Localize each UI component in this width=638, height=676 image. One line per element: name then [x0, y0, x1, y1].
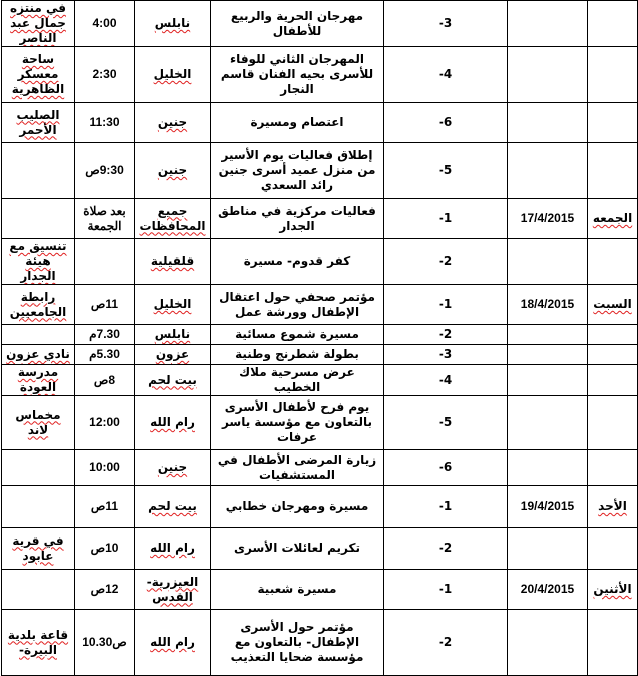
activity-cell-text: بطولة شطرنج وطنية	[235, 347, 359, 361]
note-cell-text: الصليب الأحمر	[16, 107, 60, 137]
city-cell-text: جنين	[157, 163, 188, 177]
date-cell	[508, 199, 588, 239]
city-cell	[135, 239, 211, 285]
item-number	[384, 143, 508, 199]
schedule-body	[2, 1, 638, 676]
activity-cell	[211, 570, 384, 610]
activity-cell	[211, 450, 384, 486]
date-cell	[508, 570, 588, 610]
activity-cell	[211, 325, 384, 345]
day-cell	[588, 239, 638, 285]
note-cell-text: ساحة معسكر الظاهرية	[11, 52, 65, 96]
activity-cell-text: فعاليات مركزية في مناطق الجدار	[218, 203, 376, 233]
city-cell-text: قلقيلية	[150, 254, 195, 268]
item-number	[384, 486, 508, 528]
city-cell	[135, 325, 211, 345]
city-cell	[135, 1, 211, 47]
item-number	[384, 365, 508, 396]
time-cell-text: 12ص	[90, 582, 119, 596]
day-cell	[588, 47, 638, 103]
note-cell-text: نادي عزون	[6, 347, 70, 361]
city-cell-text: نابلس	[154, 16, 191, 30]
date-cell	[508, 103, 588, 143]
city-cell	[135, 450, 211, 486]
city-cell-text: رام الله	[150, 635, 195, 649]
activity-cell-text: مؤتمر صحفي حول اعتقال الإطفال وورشة عمل	[219, 289, 375, 319]
time-cell	[75, 103, 135, 143]
note-cell	[2, 325, 75, 345]
item-number	[384, 1, 508, 47]
date-cell-text: 18/4/2015	[520, 297, 575, 311]
activity-cell	[211, 528, 384, 570]
table-row	[2, 143, 638, 199]
table-row	[2, 610, 638, 676]
city-cell	[135, 365, 211, 396]
date-cell	[508, 1, 588, 47]
activity-cell	[211, 365, 384, 396]
date-cell	[508, 528, 588, 570]
activity-cell-text: المهرجان الثاني للوفاء للأسرى بحيه الفنان قاسم النجار	[220, 52, 374, 96]
day-cell-text: السبت	[593, 297, 632, 311]
day-cell	[588, 450, 638, 486]
time-cell	[75, 528, 135, 570]
city-cell	[135, 528, 211, 570]
table-row	[2, 47, 638, 103]
day-cell	[588, 396, 638, 450]
activity-cell-text: زيارة المرضى الأطفال في المستشفيات	[217, 452, 377, 482]
city-cell	[135, 199, 211, 239]
city-cell-text: جميع المحافظات	[139, 203, 206, 233]
date-cell-text: 19/4/2015	[520, 499, 575, 513]
item-number-text: 2-	[438, 254, 453, 268]
table-row	[2, 365, 638, 396]
activity-cell	[211, 199, 384, 239]
time-cell-text: 10ص	[90, 541, 119, 555]
note-cell	[2, 486, 75, 528]
time-cell	[75, 143, 135, 199]
activity-cell-text: كفر قدوم- مسيرة	[243, 254, 351, 268]
item-number-text: 5-	[438, 163, 453, 177]
city-cell-text: جنين	[157, 460, 188, 474]
time-cell-text: 11ص	[90, 499, 119, 513]
item-number	[384, 199, 508, 239]
item-number	[384, 239, 508, 285]
time-cell-text: 4:00	[92, 16, 117, 30]
time-cell	[75, 610, 135, 676]
city-cell-text: عزون	[155, 347, 190, 361]
activity-cell-text: مسيرة ومهرجان خطابي	[225, 499, 369, 513]
city-cell	[135, 143, 211, 199]
item-number	[384, 103, 508, 143]
city-cell-text: رام الله	[150, 541, 195, 555]
item-number-text: 3-	[438, 347, 453, 361]
activity-cell-text: اعتصام ومسيرة	[250, 115, 344, 129]
note-cell	[2, 239, 75, 285]
item-number-text: 3-	[438, 16, 453, 30]
city-cell	[135, 570, 211, 610]
day-cell	[588, 143, 638, 199]
time-cell-text: 7.30م	[89, 327, 120, 341]
city-cell-text: الخليل	[153, 297, 192, 311]
city-cell-text: الخليل	[153, 67, 192, 81]
day-cell	[588, 365, 638, 396]
note-cell	[2, 285, 75, 325]
table-row	[2, 570, 638, 610]
date-cell	[508, 486, 588, 528]
time-cell-text: 10:00	[89, 460, 120, 474]
time-cell	[75, 285, 135, 325]
day-cell	[588, 103, 638, 143]
time-cell-text: 2:30	[92, 67, 117, 81]
item-number	[384, 285, 508, 325]
table-row	[2, 285, 638, 325]
city-cell	[135, 285, 211, 325]
item-number	[384, 345, 508, 365]
city-cell-text: العيزرية- القدس	[146, 574, 199, 604]
item-number-text: 5-	[438, 415, 453, 429]
city-cell	[135, 396, 211, 450]
table-row	[2, 528, 638, 570]
table-row	[2, 325, 638, 345]
time-cell	[75, 47, 135, 103]
item-number-text: 6-	[438, 460, 453, 474]
table-row	[2, 1, 638, 47]
item-number-text: 4-	[438, 372, 453, 387]
time-cell	[75, 1, 135, 47]
item-number	[384, 610, 508, 676]
day-cell	[588, 486, 638, 528]
day-cell	[588, 1, 638, 47]
time-cell	[75, 365, 135, 396]
day-cell	[588, 528, 638, 570]
date-cell	[508, 610, 588, 676]
table-row	[2, 486, 638, 528]
city-cell-text: بيت لحم	[148, 499, 197, 513]
time-cell	[75, 570, 135, 610]
note-cell	[2, 47, 75, 103]
time-cell-text: 11:30	[89, 115, 120, 129]
table-row	[2, 239, 638, 285]
day-cell	[588, 199, 638, 239]
time-cell	[75, 450, 135, 486]
table-row	[2, 396, 638, 450]
table-row	[2, 450, 638, 486]
activity-cell-text: إطلاق فعاليات يوم الأسير من منزل عميد أسرى جنين رائد السعدي	[218, 148, 376, 192]
table-row	[2, 103, 638, 143]
activity-cell-text: تكريم لعائلات الأسرى	[234, 541, 360, 555]
item-number-text: 1-	[438, 211, 453, 225]
note-cell	[2, 610, 75, 676]
activity-cell-text: مهرجان الحرية والربيع للأطفال	[230, 8, 364, 38]
activity-cell-text: عرض مسرحية ملاك الخطيب	[239, 365, 355, 394]
item-number-text: 1-	[438, 582, 453, 596]
note-cell-text: مخماس لاند	[15, 407, 61, 437]
item-number-text: 1-	[438, 297, 453, 311]
item-number-text: 6-	[438, 115, 453, 129]
date-cell	[508, 365, 588, 396]
activity-cell-text: مسيرة شموع مسائية	[235, 327, 359, 341]
note-cell	[2, 396, 75, 450]
activity-cell	[211, 285, 384, 325]
city-cell	[135, 103, 211, 143]
time-cell-text: 5.30م	[89, 347, 120, 361]
item-number	[384, 47, 508, 103]
note-cell-text: رابطة الجامعيين	[9, 289, 67, 319]
note-cell-text: مدرسة العودة	[17, 365, 59, 394]
day-cell-text: الجمعه	[592, 211, 633, 225]
activity-cell	[211, 396, 384, 450]
item-number	[384, 450, 508, 486]
item-number	[384, 325, 508, 345]
note-cell-text: في قرية عابود	[12, 533, 64, 563]
activity-cell	[211, 143, 384, 199]
date-cell	[508, 345, 588, 365]
note-cell-text: تنسيق مع هيئة الجدار	[9, 239, 67, 283]
day-cell	[588, 570, 638, 610]
time-cell-text: ص10.30	[82, 635, 127, 649]
city-cell	[135, 345, 211, 365]
note-cell	[2, 528, 75, 570]
day-cell	[588, 345, 638, 365]
date-cell-text: 20/4/2015	[520, 582, 575, 596]
time-cell	[75, 486, 135, 528]
day-cell	[588, 610, 638, 676]
activity-cell	[211, 610, 384, 676]
note-cell	[2, 103, 75, 143]
day-cell-text: الأثنين	[593, 582, 632, 596]
item-number-text: 1-	[438, 499, 453, 513]
city-cell	[135, 47, 211, 103]
note-cell	[2, 199, 75, 239]
activity-cell-text: مؤتمر حول الأسرى الإطفال- بالتعاون مع مؤسسة ضحايا التعذيب	[230, 620, 364, 664]
item-number-text: 4-	[438, 67, 453, 81]
activity-cell	[211, 47, 384, 103]
city-cell	[135, 486, 211, 528]
table-row	[2, 199, 638, 239]
date-cell-text: 17/4/2015	[520, 211, 575, 225]
item-number	[384, 570, 508, 610]
item-number-text: 2-	[438, 541, 453, 555]
city-cell-text: نابلس	[154, 327, 191, 341]
note-cell	[2, 1, 75, 47]
date-cell	[508, 239, 588, 285]
date-cell	[508, 450, 588, 486]
note-cell	[2, 143, 75, 199]
activity-cell-text: يوم فرح لأطفال الأسرى بالتعاون مع مؤسسة ياسر عرفات	[221, 400, 373, 444]
time-cell-text: 11ص	[90, 297, 119, 311]
city-cell-text: بيت لحم	[148, 372, 197, 387]
note-cell	[2, 570, 75, 610]
day-cell	[588, 285, 638, 325]
city-cell-text: جنين	[157, 115, 188, 129]
item-number	[384, 396, 508, 450]
time-cell-text: بعد صلاة الجمعة	[83, 203, 126, 233]
time-cell	[75, 345, 135, 365]
activity-cell	[211, 1, 384, 47]
day-cell-text: الأحد	[598, 499, 627, 513]
activity-cell	[211, 486, 384, 528]
note-cell-text: في منتزه جمال عبد الناصر	[10, 1, 66, 45]
note-cell	[2, 450, 75, 486]
date-cell	[508, 47, 588, 103]
date-cell	[508, 143, 588, 199]
schedule-table	[1, 0, 638, 676]
time-cell	[75, 325, 135, 345]
activity-cell	[211, 239, 384, 285]
date-cell	[508, 325, 588, 345]
note-cell	[2, 345, 75, 365]
activity-cell-text: مسيرة شعبية	[257, 582, 337, 596]
city-cell	[135, 610, 211, 676]
item-number	[384, 528, 508, 570]
table-row	[2, 345, 638, 365]
note-cell-text: قاعة بلدية البيرة-	[7, 627, 69, 657]
date-cell	[508, 396, 588, 450]
time-cell	[75, 199, 135, 239]
date-cell	[508, 285, 588, 325]
day-cell	[588, 325, 638, 345]
time-cell	[75, 239, 135, 285]
activity-cell	[211, 103, 384, 143]
activity-cell	[211, 345, 384, 365]
time-cell-text: 12:00	[89, 415, 120, 429]
time-cell-text: 8ص	[93, 372, 116, 387]
note-cell	[2, 365, 75, 396]
time-cell-text: 9:30ص	[85, 163, 124, 177]
time-cell	[75, 396, 135, 450]
city-cell-text: رام الله	[150, 415, 195, 429]
item-number-text: 2-	[438, 327, 453, 341]
item-number-text: 2-	[438, 635, 453, 649]
